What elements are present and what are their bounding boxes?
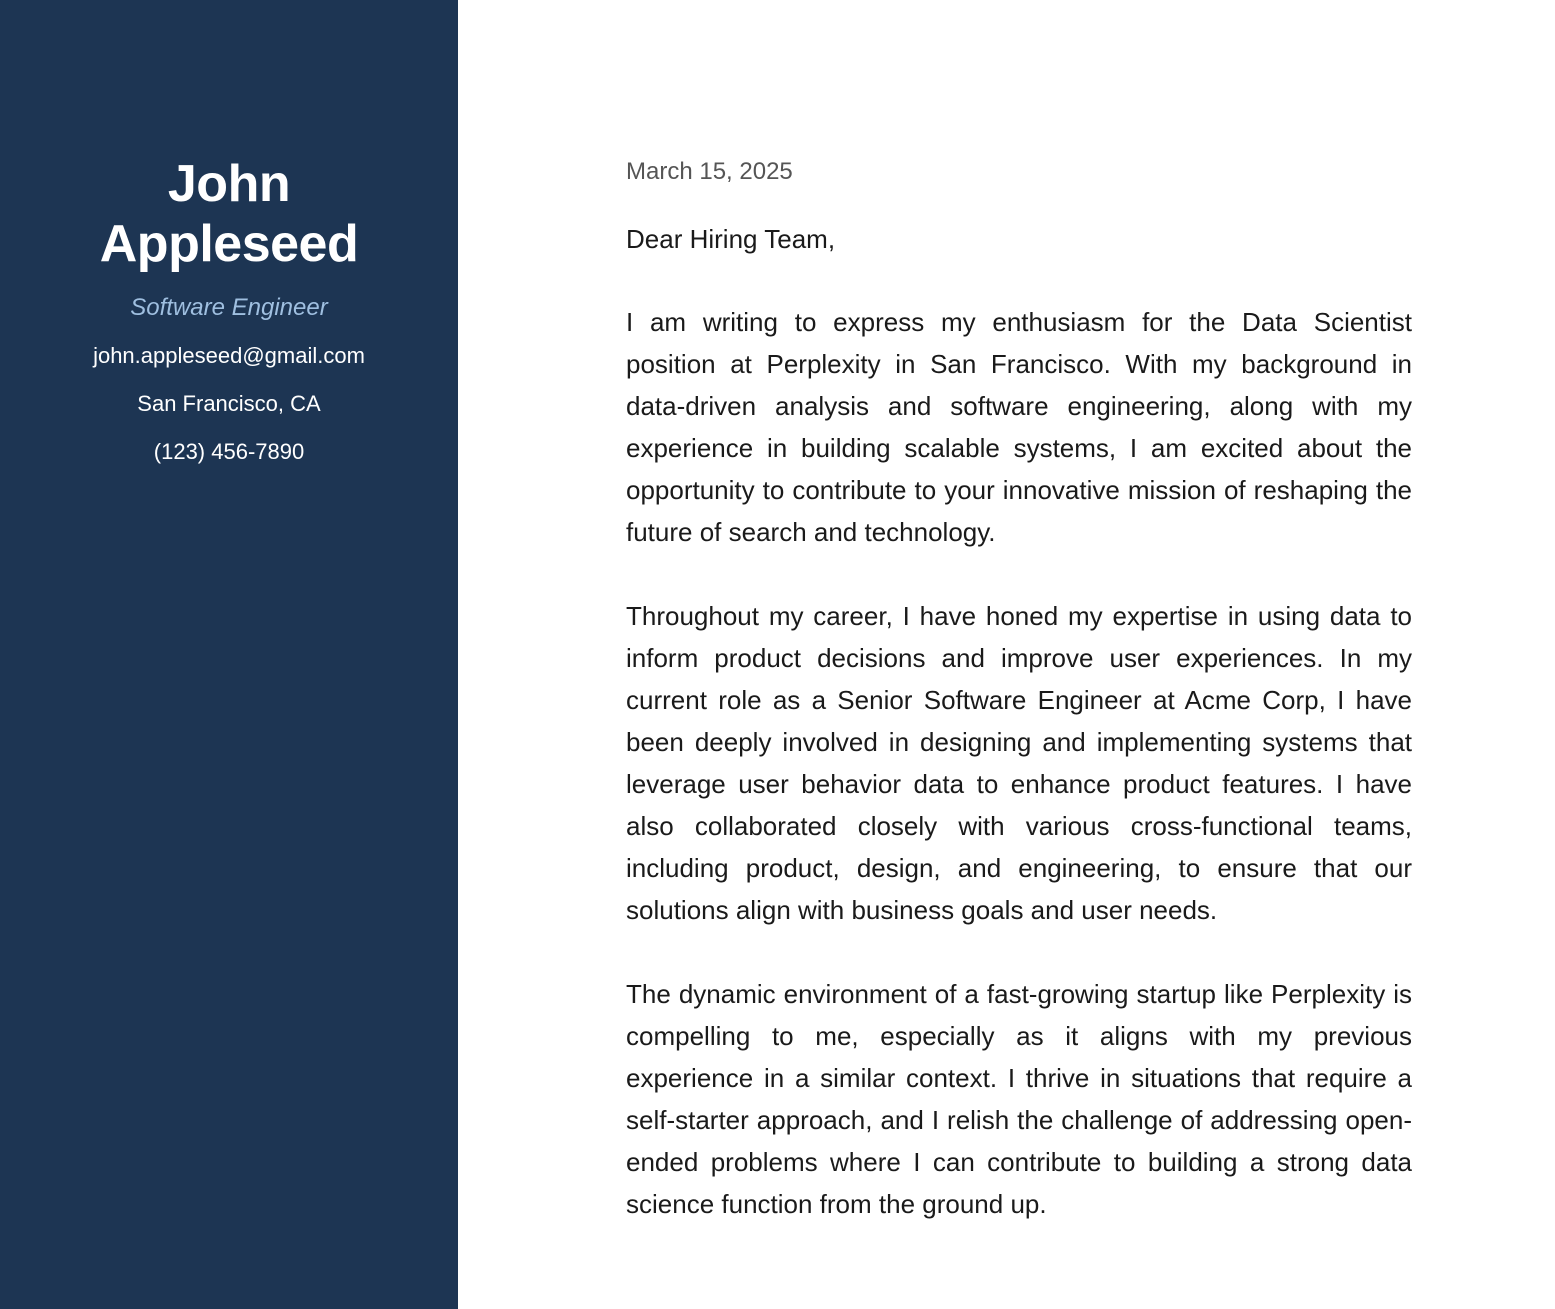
contact-location: San Francisco, CA <box>137 391 321 416</box>
applicant-title: Software Engineer <box>130 294 328 321</box>
letter-content <box>626 156 1412 1225</box>
contact-email: john.appleseed@gmail.com <box>93 343 365 368</box>
letter-paragraph: Throughout my career, I have honed my expertise in using data to inform product decisions and improve user experiences. In my current role as a Senior Software Engineer at Acme Corp, I have been deeply involved in designing and implementing systems that leverage user behavior data to enhance product features. I have also collaborated closely with various cross-functional teams, including product, design, and engineering, to ensure that our solutions align with business goals and user needs. <box>626 601 1412 925</box>
profile-sidebar <box>0 0 458 1309</box>
applicant-name: John Appleseed <box>99 155 359 273</box>
letter-paragraph: The dynamic environment of a fast-growing startup like Perplexity is compelling to me, especially as it aligns with my previous experience in a similar context. I thrive in situations that require a self-starter approach, and I relish the challenge of addressing open-ended problems where I can contribute to building a strong data science function from the ground up. <box>626 979 1412 1219</box>
letter-date: March 15, 2025 <box>626 158 793 185</box>
letter-salutation: Dear Hiring Team, <box>626 224 836 254</box>
contact-phone: (123) 456-7890 <box>153 439 305 464</box>
letter-paragraph: I am writing to express my enthusiasm for the Data Scientist position at Perplexity in San Francisco. With my background in data-driven analysis and software engineering, along with my experience in building scalable systems, I am excited about the opportunity to contribute to your innovative mission of reshaping the future of search and technology. <box>626 307 1412 547</box>
letter-body <box>458 0 1555 1309</box>
